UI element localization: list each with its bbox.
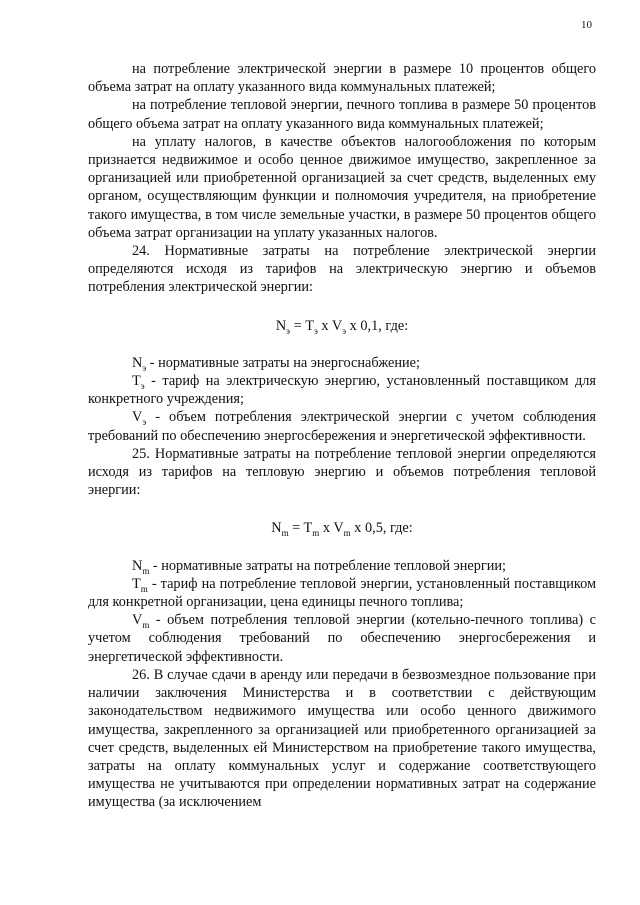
definition-text: - объем потребления электрической энергии с учетом соблюдения требований по обеспечению энергосбережения и энергетической эффективности.: [88, 409, 596, 444]
definition-symbol: N: [132, 557, 143, 574]
formula-operator: =: [288, 520, 304, 537]
formula-symbol: V: [331, 317, 343, 334]
paragraph-heat-share: на потребление тепловой энергии, печного топлива в размере 50 процентов общего объема затрат на оплату указанного вида коммунальных платежей;: [88, 97, 596, 132]
formula-symbol: T: [305, 317, 314, 334]
formula-tail: x 0,1, где:: [346, 317, 409, 334]
definition-n-heat: [88, 557, 596, 575]
definition-v-heat: [88, 611, 596, 666]
definition-subscript: э: [142, 417, 147, 428]
formula-symbol: T: [303, 520, 313, 537]
definition-subscript: э: [140, 380, 145, 391]
document-body: [88, 60, 596, 812]
definition-text: - тариф на потребление тепловой энергии, установленный поставщиком для конкретной организации, цена единицы печного топлива;: [88, 575, 596, 611]
formula-operator: x: [317, 317, 332, 334]
definition-subscript: э: [142, 362, 147, 373]
formula-subscript: m: [343, 528, 351, 539]
formula-operator: =: [290, 317, 306, 334]
definition-subscript: m: [142, 620, 150, 631]
definition-n-electricity: [88, 354, 596, 372]
spacer: [88, 335, 596, 354]
formula-subscript: m: [312, 528, 320, 539]
formula-subscript: э: [286, 325, 291, 336]
paragraph-25: 25. Нормативные затраты на потребление тепловой энергии определяются исходя из тарифов на тепловую энергию и объемов потребления тепловой энергии:: [88, 445, 596, 499]
definition-symbol: V: [132, 409, 143, 426]
definition-symbol: V: [132, 612, 143, 629]
formula-symbol: V: [333, 520, 344, 537]
formula-tail: x 0,5, где:: [350, 520, 413, 537]
definition-text: - нормативные затраты на энергоснабжение;: [146, 354, 420, 371]
definition-subscript: m: [142, 565, 150, 576]
paragraph-taxes-share: на уплату налогов, в качестве объектов налогообложения по которым признается недвижимое и особо ценное движимое имущество, закрепленное за организацией или приобретенной организацией за счет средств, выделенных ему органом, осуществляющим функции и полномочия учредителя, на приобретение такого имущества, в том числе земельные участки, в размере 50 процентов общего объема затрат организации на уплату указанных налогов.: [88, 133, 596, 241]
formula-subscript: э: [313, 325, 318, 336]
definition-t-heat: [88, 575, 596, 611]
paragraph-electricity-share: на потребление электрической энергии в размере 10 процентов общего объема затрат на оплату указанного вида коммунальных платежей;: [88, 61, 596, 96]
formula-subscript: m: [281, 528, 289, 539]
formula-electricity: [88, 317, 596, 335]
definition-subscript: m: [140, 583, 148, 594]
page-number: 10: [581, 19, 592, 31]
definition-symbol: T: [132, 575, 141, 592]
definition-symbol: T: [132, 373, 141, 390]
definition-text: - нормативные затраты на потребление тепловой энергии;: [149, 557, 507, 574]
spacer: [88, 538, 596, 557]
spacer: [88, 297, 596, 317]
formula-symbol: N: [271, 520, 282, 537]
definition-t-electricity: [88, 372, 596, 408]
formula-operator: x: [319, 520, 334, 537]
formula-symbol: N: [275, 317, 287, 334]
definition-text: - тариф на электрическую энергию, установленный поставщиком для конкретного учреждения;: [88, 373, 596, 408]
paragraph-26: 26. В случае сдачи в аренду или передачи в безвозмездное пользование при наличии заключения Министерства и в соответствии с действующим законодательством недвижимого имущества или особо ценного движимого имущества, закрепленного за организацией или приобретенного организацией за счет средств, выделенных ей Министерством на приобретение такого имущества, затраты на оплату коммунальных услуг и содержание соответствующего имущества не учитываются при определении нормативных затрат на содержание имущества (за исключением: [88, 666, 596, 811]
definition-text: - объем потребления тепловой энергии (котельно-печного топлива) с учетом соблюдения требований по обеспечению энергосбережения и энергетической эффективности.: [88, 612, 596, 665]
definition-symbol: N: [132, 354, 143, 371]
spacer: [88, 499, 596, 519]
definition-v-electricity: [88, 408, 596, 444]
paragraph-24: 24. Нормативные затраты на потребление электрической энергии определяются исходя из тарифов на электрическую энергию и объемов потребления электрической энергии:: [88, 243, 596, 296]
formula-subscript: э: [342, 325, 347, 336]
formula-heat: [88, 519, 596, 537]
